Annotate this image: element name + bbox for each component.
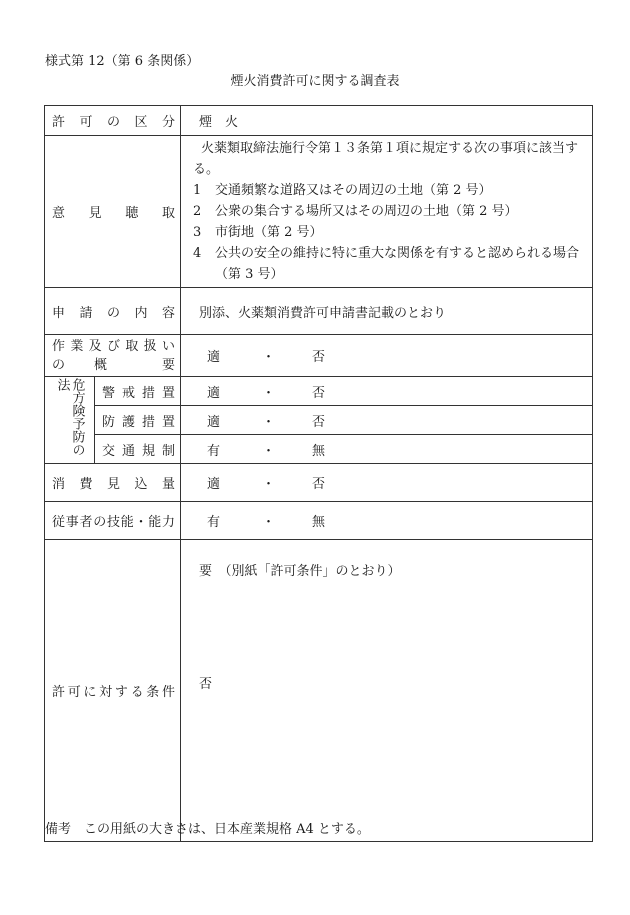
application-value: 別添、火薬類消費許可申請書記載のとおり [181,288,593,335]
opinion-item-text: 公衆の集合する場所又はその周辺の土地（第 2 号） [215,204,518,219]
opinion-item [193,201,588,222]
opinion-item-text: 公共の安全の維持に特に重大な関係を有すると認められる場合（第 3 号） [215,246,580,282]
opinion-item [193,180,588,201]
row-traffic [45,435,593,464]
option-second: 無 [312,515,326,530]
row-work [45,335,593,377]
opinion-content [181,136,593,288]
footnote: 備考 この用紙の大きさは、日本産業規格 A4 とする。 [45,822,370,837]
work-label [45,335,181,377]
row-opinion [45,136,593,288]
permit-type-label: 許可の区分 [45,106,181,136]
opinion-item-text: 市街地（第 2 号） [215,225,323,240]
danger-prevention-label [45,377,95,464]
option-first: 適 [207,477,221,492]
row-conditions [45,540,593,842]
option-second: 無 [312,443,326,459]
row-consumption [45,464,593,502]
option-first: 有 [207,515,221,530]
option-second: 否 [312,414,326,430]
opinion-item-number: 4 [193,246,202,261]
conditions-label: 許可に対する条件 [45,540,181,842]
protection-label: 防護措置 [95,406,181,435]
opinion-item-text: 交通頻繁な道路又はその周辺の土地（第 2 号） [215,183,492,198]
opinion-item [193,243,588,285]
caution-value [181,377,593,406]
opinion-item-number: 2 [193,204,202,219]
opinion-item-number: 1 [193,183,202,198]
option-dot: ・ [262,477,276,492]
option-dot: ・ [262,515,276,530]
document-title: 煙火消費許可に関する調査表 [230,74,400,89]
conditions-not-required: 否 [199,677,213,692]
work-label-no: の [52,357,66,373]
survey-form-table [44,105,593,842]
traffic-value [181,435,593,464]
protection-value [181,406,593,435]
work-label-line2 [52,356,175,375]
consumption-value [181,464,593,502]
option-first: 適 [207,414,221,430]
work-label-line1: 作業及び取扱い [52,338,176,354]
conditions-value [181,540,593,842]
skill-value [181,502,593,540]
opinion-item-number: 3 [193,225,202,240]
row-skill [45,502,593,540]
option-second: 否 [312,385,326,401]
option-first: 適 [207,385,221,401]
application-label: 申請の内容 [45,288,181,335]
option-first: 有 [207,443,221,459]
opinion-item [193,222,588,243]
skill-label: 従事者の技能・能力 [45,502,181,540]
permit-type-value: 煙 火 [181,106,593,136]
conditions-required: 要 （別紙「許可条件」のとおり） [199,564,401,579]
work-value [181,335,593,377]
option-second: 否 [312,477,326,492]
opinion-intro: 火薬類取締法施行令第１３条第１項に規定する次の事項に該当する。 [193,141,579,177]
danger-prevention-text: 危方険予防の法 [54,377,85,456]
option-first: 適 [207,350,221,365]
caution-label: 警戒措置 [95,377,181,406]
consumption-label: 消費見込量 [45,464,181,502]
row-protection [45,406,593,435]
option-dot: ・ [262,443,276,459]
form-number: 様式第 12（第 6 条関係） [45,54,200,69]
option-dot: ・ [262,350,276,365]
row-application [45,288,593,335]
traffic-label: 交通規制 [95,435,181,464]
row-caution [45,377,593,406]
opinion-label: 意見聴取 [45,136,181,288]
work-label-gaiyou: 概要 [94,357,176,373]
option-dot: ・ [262,414,276,430]
option-second: 否 [312,350,326,365]
row-permit-type [45,106,593,136]
option-dot: ・ [262,385,276,401]
